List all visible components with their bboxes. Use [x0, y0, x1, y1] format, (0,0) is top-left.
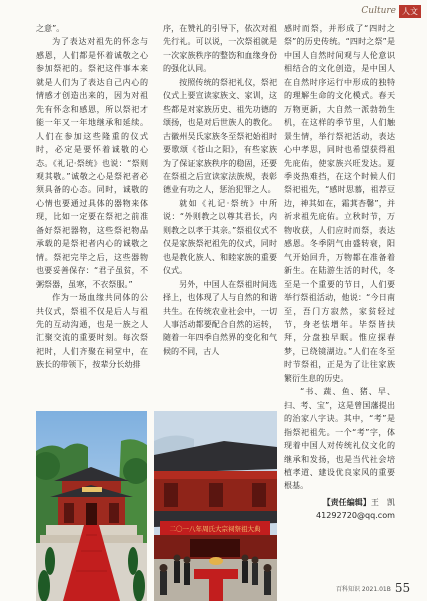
paragraph: 按照传统的祭祀礼仪，祭祀仪式上要宣读家族文、家训，这些都是对家族历史、祖先功德的颂扬，也是对后世族人的教化。古徽州吴氏家族冬至祭祀始祖时要歌颂《苍山之阳》，有些家族为了保证家族秩序的稳固，还要在祭祖之后宣读家法族规，表彰德业有功之人，惩治犯罪之人。 — [163, 77, 277, 195]
text-column-1 — [36, 22, 148, 372]
section-title-en: Culture — [361, 6, 396, 16]
photo-ancestor-ceremony — [154, 411, 277, 601]
paragraph: 作为一场血缘共同体的公共仪式，祭祖不仅是后人与祖先的互动沟通，也是一族之人汇聚交流的重要时刻。每次祭祀时，人们齐聚在祠堂中，在族长的带领下，按辈分长幼排 — [36, 293, 148, 370]
paragraph: 为了表达对祖先的怀念与感恩，人们都是怀着诚敬之心参加祭祀的。祭祀这件事本来就是人们为了表达自己内心的情感才创造出来的，因为对祖先有怀念和感恩，所以祭祀才能一年又一年地继承和延续。人们在参加这些隆重的仪式时，必定是要怀着诚敬的心态。《礼记·祭统》也说：“祭则观其敬。”诚敬之心是祭祀者必须具备的心态。同时，诚敬的心情也要通过具体的器物来体现，比如一定要在祭祀之前准备好祭祀器物，这些祭祀物品承载的是祭祀者内心的诚敬之情。祭祀完毕之后，这些器物也要妥善保存：“君子虽贫，不粥祭器，虽寒，不衣祭服。” — [36, 37, 148, 289]
paragraph: 就如《礼记·祭统》中所说：“外则教之以尊其君长，内则教之以孝于其亲。”祭祖仪式不仅是家族祭祀祖先的仪式，同时也是教化族人、和睦家族的重要仪式。 — [163, 198, 277, 276]
ceremony-banner-text: 二〇一八年周氏大宗祠祭祖大典 — [169, 525, 261, 533]
paragraph: 感时而祭，并形成了“四时之祭”的历史传统。“四时之祭”是中国人自然时间观与人伦意识相结合的文化创造，是中国人在自然时序运行中形成的独特的理解生命的文化模式。春天万物更新，大自然一派勃勃生机，在这样的季节里，人们触景生情，举行祭祀活动，表达心中孝思，同时也希望获得祖先庇佑，使家族兴旺发达。夏季炎热难挡，在这个时候人们祭祀祖先，“感时思慕，祖荐豆边，神其如在，霜萁杏馨”，并祈求祖先庇佑。立秋时节，万物收获，人们应时而祭，表达感恩。冬季阴气由盛转衰，阳气开始回升，万物都在准备着新生。在陆游生活的时代，冬至是一个重要的节日，人们要举行祭祖活动，他说：“今日南至，吾门方寂然，家贫轻过节，身老怯增年。毕祭皆扶拜，分盘独早眠。惟应探春梦，已绕镜湖边。”人们在冬至时节祭祖，正是为了让往家族繁衍生息的历史。 — [284, 24, 395, 383]
editor-label: 【责任编辑】 — [322, 497, 371, 507]
paragraph: 之意”。 — [36, 24, 65, 33]
editor-email: 41292720@qq.com — [316, 511, 395, 521]
paragraph: 另外，中国人在祭祖时间选择上，也体现了人与自然的和谐共生。在传统农业社会中，一切人事活动都要配合自然的运转，随着一年四季自然界的变化和气候的不同，古人 — [163, 279, 277, 356]
magazine-issue: 百科知识 2021.01B — [336, 586, 391, 593]
paragraph: 序，在赞礼的引导下，依次对祖先行礼。可以说，一次祭祖就是一次家族秩序的整饬和血缘身份的强化认同。 — [163, 24, 277, 74]
paragraph: “书、蔬、鱼、猪、早、扫、考、宝”，这是曾国藩提出的治家八字诀。其中，“考”是指祭祀祖先。一个“考”字，体现着中国人对传统礼仪文化的继承和发扬，也是当代社会培植孝道、建设优良家风的重要根基。 — [284, 387, 395, 491]
editor-name: 王 凯 — [370, 497, 395, 507]
photo-ancestral-temple — [36, 411, 147, 601]
text-column-2 — [163, 22, 277, 358]
page-footer — [336, 581, 410, 595]
text-column-3 — [284, 22, 395, 523]
page-number: 55 — [394, 581, 411, 595]
section-header — [361, 4, 421, 18]
section-title-cn: 人文 — [399, 5, 421, 18]
editor-credit — [284, 496, 395, 523]
